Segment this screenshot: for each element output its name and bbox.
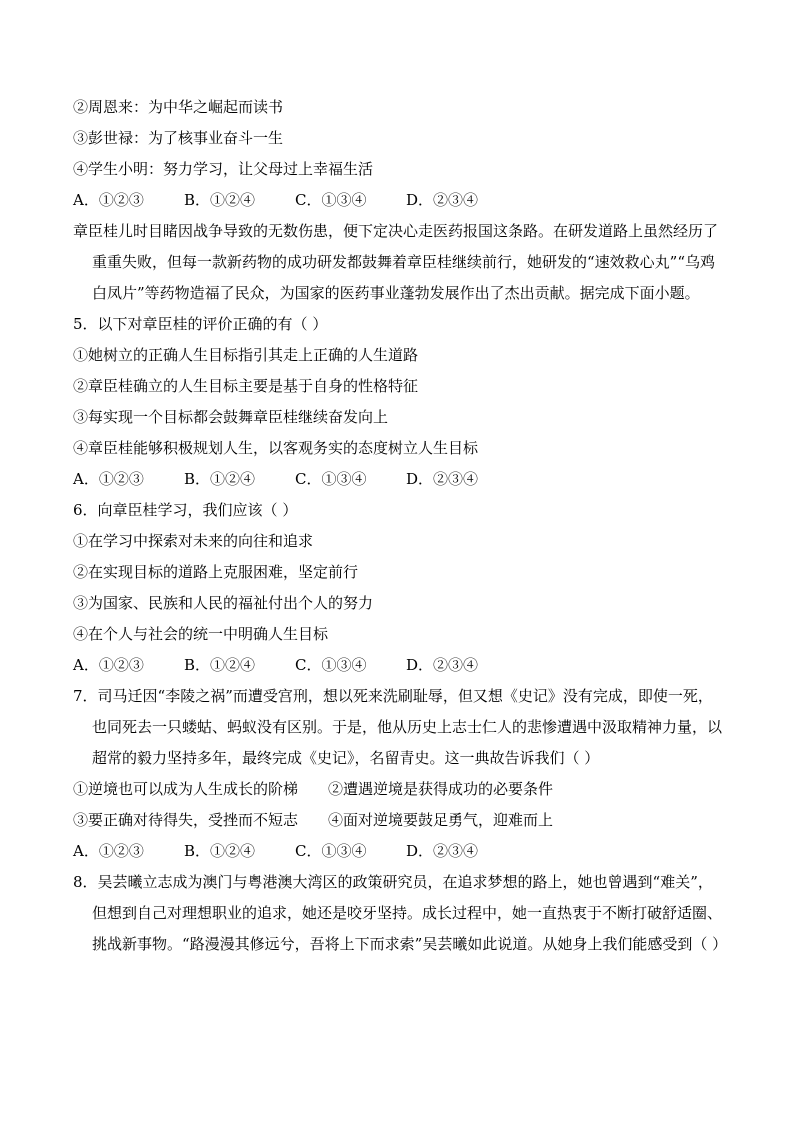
q4-statement-4: ④学生小明：努力学习，让父母过上幸福生活 — [73, 160, 374, 178]
q7-statement-2: ②遭遇逆境是获得成功的必要条件 — [328, 780, 554, 798]
option-a[interactable]: A．①②③ — [73, 470, 144, 488]
q7-statement-1: ①逆境也可以成为人生成长的阶梯 — [73, 780, 299, 798]
q6-statement-3: ③为国家、民族和人民的福祉付出个人的努力 — [73, 594, 374, 612]
option-d[interactable]: D．②③④ — [406, 470, 479, 488]
option-a[interactable]: A．①②③ — [73, 656, 144, 674]
q7-stem: 7．司马迁因“李陵之祸”而遭受宫刑，想以死来洗刷耻辱，但又想《史记》没有完成，即使一死，也同死去一只蝼蛄、蚂蚁没有区别。于是，他从历史上志士仁人的悲惨遭遇中汲取精神力量，以超常的毅力坚持多年，最终完成《史记》，名留青史。这一典故告诉我们（ ） — [73, 687, 723, 767]
q4-statement-2: ②周恩来：为中华之崛起而读书 — [73, 98, 284, 116]
q5-statement-4: ④章臣桂能够积极规划人生，以客观务实的态度树立人生目标 — [73, 439, 479, 457]
q7-statements-row-1 — [73, 774, 723, 805]
q7-statements-row-2 — [73, 805, 723, 836]
option-d[interactable]: D．②③④ — [406, 842, 479, 860]
q6-stem: 6．向章臣桂学习，我们应该（ ） — [73, 501, 298, 519]
option-d[interactable]: D．②③④ — [406, 191, 479, 209]
q7-statement-4: ④面对逆境要鼓足勇气，迎难而上 — [328, 811, 554, 829]
q5-statement-2: ②章臣桂确立的人生目标主要是基于自身的性格特征 — [73, 377, 419, 395]
option-b[interactable]: B．①②④ — [184, 656, 256, 674]
option-a[interactable]: A．①②③ — [73, 191, 144, 209]
material-passage: 章臣桂儿时目睹因战争导致的无数伤患，便下定决心走医药报国这条路。在研发道路上虽然经历了重重失败，但每一款新药物的成功研发都鼓舞着章臣桂继续前行，她研发的“速效救心丸”“乌鸡白凤片”等药物造福了民众，为国家的医药事业蓬勃发展作出了杰出贡献。据完成下面小题。 — [73, 222, 719, 302]
q7-statement-3: ③要正确对待得失，受挫而不短志 — [73, 811, 299, 829]
q5-statement-3: ③每实现一个目标都会鼓舞章臣桂继续奋发向上 — [73, 408, 389, 426]
option-b[interactable]: B．①②④ — [184, 191, 256, 209]
option-c[interactable]: C．①③④ — [295, 470, 367, 488]
option-a[interactable]: A．①②③ — [73, 842, 144, 860]
q6-options — [73, 650, 723, 681]
q4-options — [73, 185, 723, 216]
option-c[interactable]: C．①③④ — [295, 191, 367, 209]
q6-statement-2: ②在实现目标的道路上克服困难，坚定前行 — [73, 563, 359, 581]
q7-options — [73, 836, 723, 867]
q8-stem: 8．吴芸曦立志成为澳门与粤港澳大湾区的政策研究员，在追求梦想的路上，她也曾遇到“难关”，但想到自己对理想职业的追求，她还是咬牙坚持。成长过程中，她一直热衷于不断打破舒适圈、挑战新事物。“路漫漫其修远兮，吾将上下而求索”吴芸曦如此说道。从她身上我们能感受到（ ） — [73, 873, 728, 953]
q6-statement-1: ①在学习中探索对未来的向往和追求 — [73, 532, 314, 550]
option-b[interactable]: B．①②④ — [184, 842, 256, 860]
q5-stem: 5．以下对章臣桂的评价正确的有（ ） — [73, 315, 328, 333]
exam-page — [73, 92, 728, 960]
q6-statement-4: ④在个人与社会的统一中明确人生目标 — [73, 625, 329, 643]
option-c[interactable]: C．①③④ — [295, 656, 367, 674]
q5-statement-1: ①她树立的正确人生目标指引其走上正确的人生道路 — [73, 346, 419, 364]
option-c[interactable]: C．①③④ — [295, 842, 367, 860]
option-d[interactable]: D．②③④ — [406, 656, 479, 674]
q4-statement-3: ③彭世禄：为了核事业奋斗一生 — [73, 129, 284, 147]
option-b[interactable]: B．①②④ — [184, 470, 256, 488]
q5-options — [73, 464, 723, 495]
